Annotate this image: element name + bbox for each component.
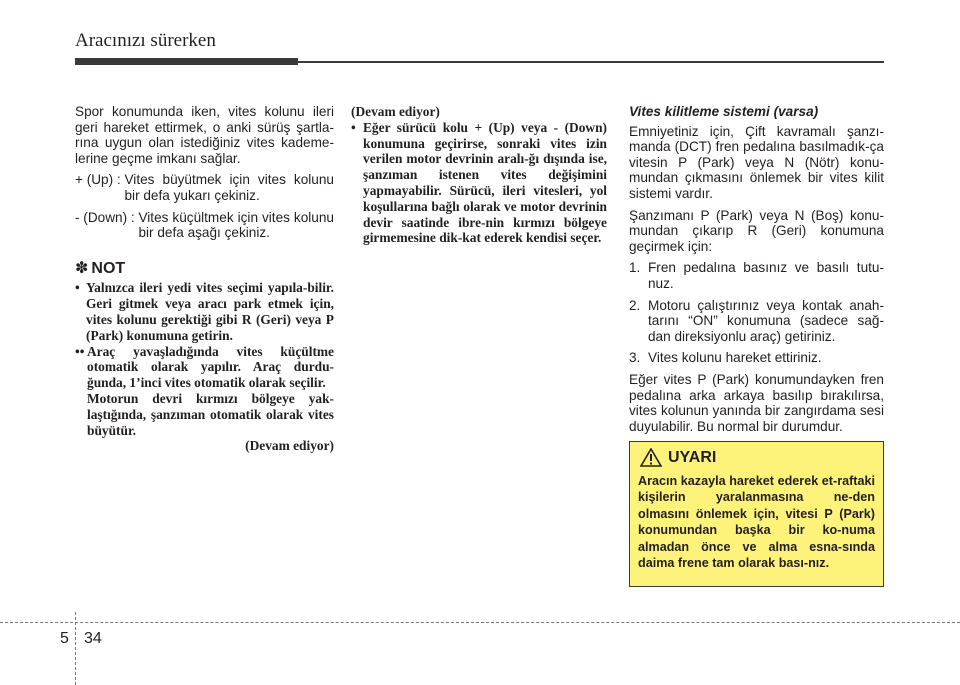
up-text: Vites büyütmek için vites kolunu bir defa yukarı çekiniz. [124,172,334,203]
footer-rule [0,622,960,623]
down-text: Vites küçültmek için vites kolunu bir defa aşağı çekiniz. [138,209,334,241]
up-key: + (Up) : [75,172,125,188]
warning-box [629,441,884,587]
note-bullet-1 [75,280,334,343]
chapter-number: 5 [60,630,69,647]
header-rule [298,61,884,63]
warning-title: UYARI [668,448,717,466]
bullet-text: Eğer sürücü kolu + (Up) veya - (Down) konumuna geçirirse, sonraki vites izin verilen motor devrinin aralı-ğı dışında ise, şanzıman istenen vites değişimini yapmayabilir. Sürücü, ileri vitesleri, yol koşullarına bağlı olarak ve motor devrinin devir saatinde ibre-nin kırmızı bölgeye girmemesine dik-kat ederek kendisi seçer. [363,119,607,246]
step-item [629,298,884,345]
paragraph-1: Emniyetiniz için, Çift kavramalı şanzı-manda (DCT) fren pedalına basılmadık-ça vitesin P (Park) veya N (Nötr) konu-mundan çıkmasını önlemek bir vites kilit sistemi vardır. [629,123,884,201]
bullet-mark: •• [75,343,85,359]
bullet-mark: • [75,280,80,296]
step-text: Motoru çalıştırınız veya kontak anah-tarını “ON” konumuna (sadece sağ-dan direksiyonlu araç) getiriniz. [648,297,884,344]
bullet-text-continued: Motorun devri kırmızı bölgeye yak-laştığında, şanzıman otomatik olarak vites büyütür. [87,390,334,438]
step-number: 1. [629,260,641,276]
section-title: Vites kilitleme sistemi (varsa) [629,104,819,119]
note-bullet-3 [351,120,607,246]
down-item [75,210,334,241]
column-right [629,104,884,440]
page-header-title: Aracınızı sürerken [75,30,216,51]
step-text: Fren pedalına basınız ve basılı tutu-nuz. [648,260,884,291]
warning-text: Aracın kazayla hareket ederek et-raftaki kişilerin yaralanmasına ne-den olmasını önlemek için, vitesi P (Park) konumundan başka bir ko-numa almadan önce ve alma esna-sında daima frene tam olarak bası-nız. [638,474,875,571]
header-bar [75,58,298,65]
step-number: 2. [629,297,641,313]
warning-heading [640,448,883,467]
note-heading [75,261,334,277]
bullet-text: Araç yavaşladığında vites küçültme otomatik olarak yapılır. Araç durdu-ğunda, 1’inci vites otomatik olarak seçilir. [87,343,334,391]
footer-divider [75,612,77,685]
intro-paragraph: Spor konumunda iken, vites kolunu ileri geri hareket ettirmek, o anki sürüş şartla-rına uygun olan istediğiniz vites kademe-lerine geçme imkanı sağlar. [75,104,334,166]
column-middle [351,104,607,246]
paragraph-3: Eğer vites P (Park) konumundayken fren pedalına arka arkaya basılıp bırakılırsa, vites kolunun yanında bir zangırdama sesi duyulabilir. Bu normal bir durumdur. [629,371,884,434]
note-bullet-2 [75,344,334,439]
down-key: - (Down) : [75,209,139,225]
up-item [75,172,334,203]
bullet-mark: • [351,119,356,135]
page-number: 34 [84,630,102,647]
continued-label: (Devam ediyor) [245,438,334,454]
step-item [629,260,884,291]
column-left [75,104,334,454]
note-title: NOT [91,259,126,277]
bullet-text: Yalnızca ileri yedi vites seçimi yapıla-bilir. Geri gitmek veya aracı park etmek için, vites kolunu gerektiği gibi R (Geri) veya P (Park) konumuna getirin. [86,280,334,343]
paragraph-2: Şanzımanı P (Park) veya N (Boş) konu-mundan çıkarıp R (Geri) konumuna geçirmek için: [629,207,884,254]
step-number: 3. [629,350,641,366]
continued-label: (Devam ediyor) [351,104,440,119]
step-item [629,350,884,366]
warning-triangle-icon [640,448,662,467]
note-star-icon: ✽ [75,259,89,277]
step-text: Vites kolunu hareket ettiriniz. [648,350,822,366]
